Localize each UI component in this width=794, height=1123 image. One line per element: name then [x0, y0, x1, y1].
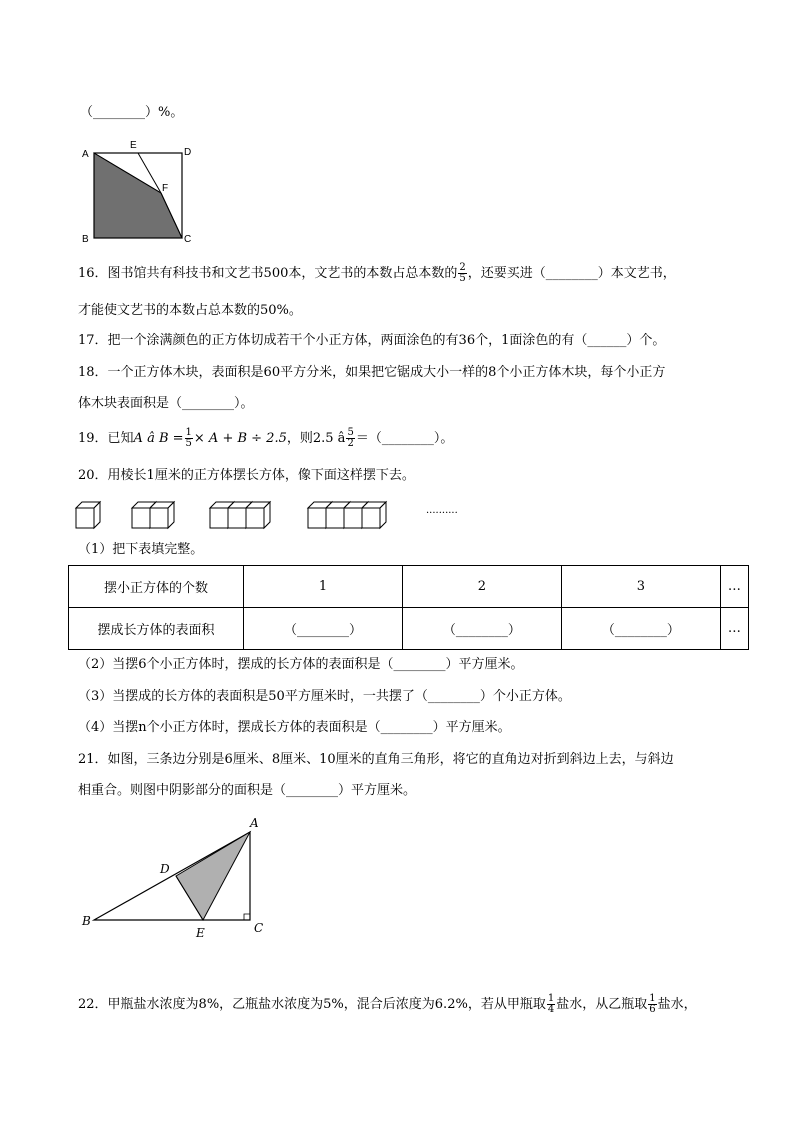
label-d: D	[184, 147, 192, 158]
q21-line1: 21．如图，三条边分别是6厘米、8厘米、10厘米的直角三角形，将它的直角边对折到斜边上去，与斜边	[78, 752, 674, 767]
cube-row-2	[132, 502, 174, 528]
right-angle-mark	[244, 914, 250, 920]
q15-answer-line: （________）%。	[80, 105, 184, 120]
q19-mid: ，则2.5 â	[286, 431, 346, 446]
answer-blank[interactable]: （________）	[402, 608, 561, 650]
q19-fraction1: $\frac{1}{5}$	[185, 427, 192, 449]
shaded-triangle	[176, 832, 250, 920]
q19-expr1: A â B =	[133, 431, 184, 446]
label-a: A	[82, 149, 89, 160]
q22-mid: 盐水，从乙瓶取	[556, 997, 648, 1012]
q21-line2: 相重合。则图中阴影部分的面积是（________）平方厘米。	[78, 783, 417, 798]
label-b: B	[82, 914, 91, 928]
q17-text: 17．把一个涂满颜色的正方体切成若干个小正方体，两面涂色的有36个，1面涂色的有（______）个。	[78, 333, 666, 348]
q22-suffix: 盐水，	[657, 997, 697, 1012]
label-c: C	[184, 234, 192, 245]
q16-prefix: 16．图书馆共有科技书和文艺书500本，文艺书的本数占总本数的	[78, 266, 458, 281]
q16-suffix: ，还要买进（________）本文艺书，	[467, 266, 676, 281]
table-row	[69, 608, 749, 650]
table-header-cell: 摆成长方体的表面积	[69, 608, 244, 650]
cube-row-3	[210, 502, 270, 528]
square-figure	[78, 140, 192, 245]
label-a: A	[250, 816, 259, 830]
cube-row-1	[76, 502, 100, 528]
label-b: B	[82, 234, 89, 245]
q22-fraction1: $\frac{1}{4}$	[547, 993, 555, 1015]
q18-line2: 体木块表面积是（________）。	[78, 396, 254, 411]
table-cell: …	[720, 608, 748, 650]
q19-prefix: 19．已知	[78, 431, 134, 446]
q20-sub1: （1）把下表填完整。	[78, 542, 204, 557]
right-triangle-figure	[80, 812, 280, 942]
table-cell: 1	[244, 566, 403, 608]
table-cell: …	[720, 566, 748, 608]
table-header-cell: 摆小正方体的个数	[69, 566, 244, 608]
q22-fraction2: $\frac{1}{6}$	[649, 993, 656, 1015]
label-c: C	[254, 921, 264, 935]
table-cell: 3	[561, 566, 720, 608]
q16-line1	[78, 263, 676, 284]
label-d: D	[160, 862, 170, 876]
cube-row-4	[308, 502, 386, 528]
table-cell: 2	[402, 566, 561, 608]
q16-line2: 才能使文艺书的本数占总本数的50%。	[78, 303, 302, 318]
table-row	[69, 566, 749, 608]
q16-fraction: $\frac{2}{5}$	[459, 262, 466, 284]
continuation-dots: ··········	[426, 508, 458, 519]
label-e: E	[130, 140, 137, 151]
shaded-region	[94, 153, 182, 238]
q19-suffix: ＝（________）。	[355, 431, 454, 446]
q19-text	[78, 428, 453, 449]
q22-prefix: 22．甲瓶盐水浓度为8%，乙瓶盐水浓度为5%，混合后浓度为6.2%，若从甲瓶取	[78, 997, 546, 1012]
label-e: E	[196, 926, 205, 940]
q20-sub2: （2）当摆6个小正方体时，摆成的长方体的表面积是（________）平方厘米。	[78, 657, 524, 672]
q20-sub3: （3）当摆成的长方体的表面积是50平方厘米时，一共摆了（________）个小正方体。	[78, 689, 571, 704]
cube-sequence-figure	[74, 500, 474, 532]
q19-fraction2: $\frac{5}{2}$	[347, 427, 354, 449]
q20-text: 20．用棱长1厘米的正方体摆长方体，像下面这样摆下去。	[78, 468, 415, 483]
answer-blank[interactable]: （________）	[244, 608, 403, 650]
q20-sub4: （4）当摆n个小正方体时，摆成长方体的表面积是（________）平方厘米。	[78, 720, 511, 735]
q18-line1: 18．一个正方体木块，表面积是60平方分米，如果把它锯成大小一样的8个小正方体木块，每个小正方	[78, 365, 666, 380]
q22-text	[78, 994, 697, 1015]
surface-area-table	[68, 565, 749, 650]
answer-blank[interactable]: （________）	[561, 608, 720, 650]
label-f: F	[162, 183, 169, 194]
q19-expr2: × A + B ÷ 2.5	[193, 431, 287, 446]
